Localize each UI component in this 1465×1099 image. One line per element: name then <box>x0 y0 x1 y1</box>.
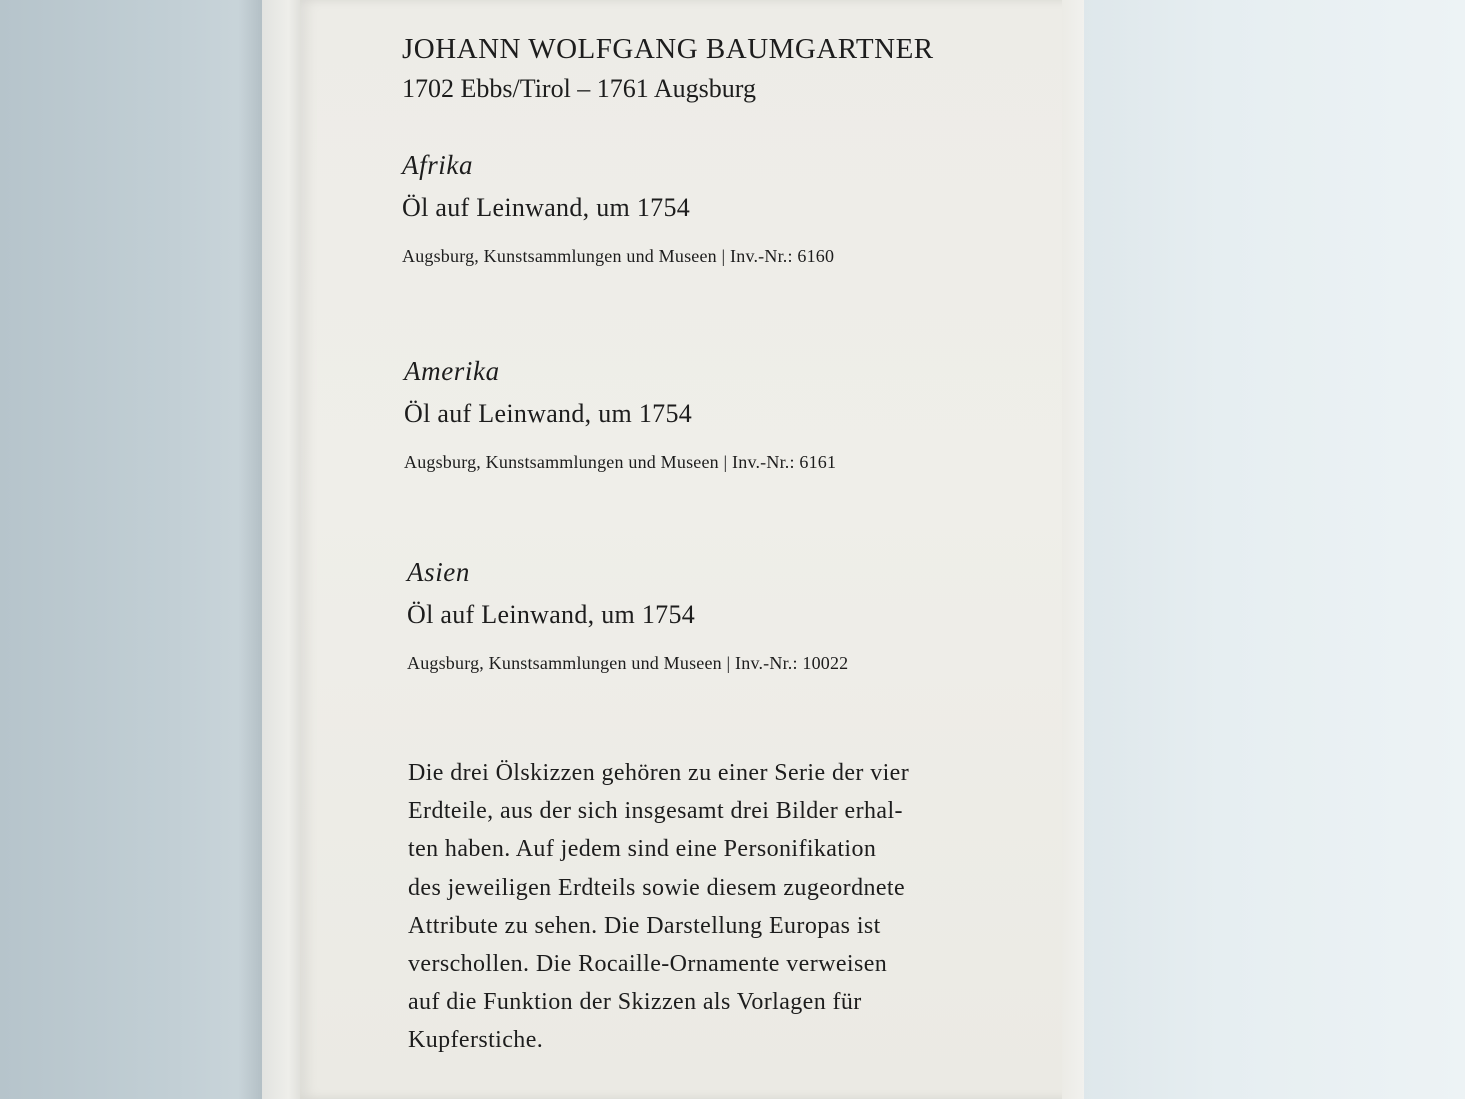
work-medium: Öl auf Leinwand, um 1754 <box>402 193 691 222</box>
work-location: Augsburg, Kunstsammlungen und Museen | Inv.-Nr.: 6161 <box>404 452 837 472</box>
wall-background-right <box>1060 0 1465 1099</box>
work-medium: Öl auf Leinwand, um 1754 <box>407 600 696 629</box>
description-text <box>408 754 1008 1060</box>
work-entry-asien <box>407 555 848 675</box>
artist-name: JOHANN WOLFGANG BAUMGARTNER <box>402 33 934 65</box>
description-line: Erdteile, aus der sich insgesamt drei Bilder erhal- <box>408 798 903 825</box>
label-content <box>402 30 1022 1054</box>
description-line: Die drei Ölskizzen gehören zu einer Serie der vier <box>408 760 910 786</box>
description-line: Kupferstiche. <box>408 1027 544 1054</box>
description-line: des jeweiligen Erdteils sowie diesem zugeordnete <box>408 874 906 901</box>
description-line: Attribute zu sehen. Die Darstellung Europas ist <box>408 912 881 939</box>
work-title: Afrika <box>402 150 474 180</box>
work-medium: Öl auf Leinwand, um 1754 <box>404 399 693 428</box>
work-entry-amerika <box>404 354 836 474</box>
work-location: Augsburg, Kunstsammlungen und Museen | Inv.-Nr.: 6160 <box>402 246 835 266</box>
description-line: auf die Funktion der Skizzen als Vorlagen für <box>408 989 862 1016</box>
artist-dates: 1702 Ebbs/Tirol – 1761 Augsburg <box>402 74 756 103</box>
work-location: Augsburg, Kunstsammlungen und Museen | Inv.-Nr.: 10022 <box>407 653 849 673</box>
description-line: verschollen. Die Rocaille-Ornamente verweisen <box>408 951 888 978</box>
work-entry-afrika <box>402 148 834 268</box>
panel-right-edge <box>1062 0 1084 1099</box>
work-title: Asien <box>407 557 470 587</box>
work-title: Amerika <box>404 356 500 386</box>
description-line: ten haben. Auf jedem sind eine Personifikation <box>408 836 877 863</box>
